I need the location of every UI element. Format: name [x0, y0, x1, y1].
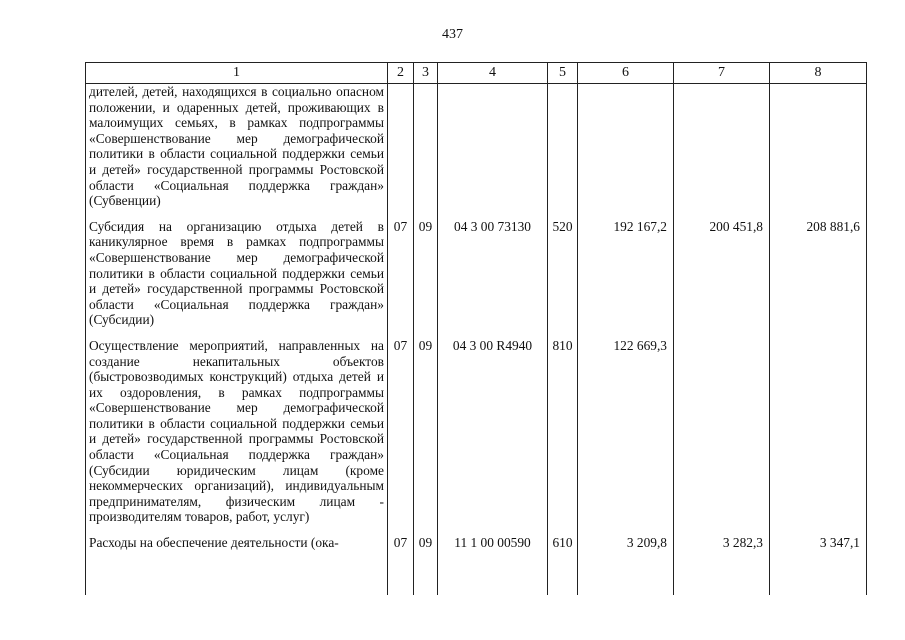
column-header: 3	[414, 63, 438, 84]
row-expense-type: 810	[548, 338, 578, 535]
row-subsection: 09	[414, 338, 438, 535]
row-section: 07	[388, 338, 414, 535]
row-year-2: 200 451,8	[674, 219, 770, 338]
row-year-1	[578, 84, 674, 219]
table-row	[86, 84, 867, 219]
row-name: Субсидия на организацию отдыха детей в каникулярное время в рамках подпрограммы «Совершенствование мер демографической политики в области социальной поддержки семьи и детей» государственной программы Ростовской области «Социальная поддержка граждан» (Субсидии)	[86, 219, 388, 338]
table-row	[86, 338, 867, 535]
row-expense-type	[548, 84, 578, 219]
column-header: 7	[674, 63, 770, 84]
row-expense-type: 610	[548, 535, 578, 595]
column-header: 5	[548, 63, 578, 84]
header-row	[86, 63, 867, 84]
row-section	[388, 84, 414, 219]
column-header: 6	[578, 63, 674, 84]
row-year-2	[674, 338, 770, 535]
row-section: 07	[388, 219, 414, 338]
row-year-2: 3 282,3	[674, 535, 770, 595]
column-header: 1	[86, 63, 388, 84]
table-row	[86, 219, 867, 338]
row-name: Расходы на обеспечение деятельности (ока-	[86, 535, 388, 595]
row-name: дителей, детей, находящихся в социально опасном положении, и одаренных детей, проживающих в малоимущих семьях, в рамках подпрограммы «Совершенствование мер демографической политики в области социальной поддержки семьи и детей» государственной программы Ростовской области «Социальная поддержка граждан» (Субвенции)	[86, 84, 388, 219]
row-year-3	[770, 338, 867, 535]
row-year-3: 208 881,6	[770, 219, 867, 338]
row-target-article: 04 3 00 73130	[438, 219, 548, 338]
row-year-2	[674, 84, 770, 219]
row-year-3: 3 347,1	[770, 535, 867, 595]
row-expense-type: 520	[548, 219, 578, 338]
row-target-article	[438, 84, 548, 219]
row-name: Осуществление мероприятий, направленных на создание некапитальных объектов (быстровозводимых конструкций) отдыха детей и их оздоровления, в рамках подпрограммы «Совершенствование мер демографической политики в области социальной поддержки семьи и детей» государственной программы Ростовской области «Социальная поддержка граждан» (Субсидии юридическим лицам (кроме некоммерческих организаций), индивидуальным предпринимателям, физическим лицам - производителям товаров, работ, услуг)	[86, 338, 388, 535]
row-target-article: 11 1 00 00590	[438, 535, 548, 595]
column-header: 8	[770, 63, 867, 84]
row-subsection	[414, 84, 438, 219]
page-number: 437	[442, 27, 463, 42]
table-row	[86, 535, 867, 595]
row-year-1: 3 209,8	[578, 535, 674, 595]
row-target-article: 04 3 00 R4940	[438, 338, 548, 535]
row-subsection: 09	[414, 219, 438, 338]
column-header: 4	[438, 63, 548, 84]
row-year-3	[770, 84, 867, 219]
row-year-1: 122 669,3	[578, 338, 674, 535]
row-section: 07	[388, 535, 414, 595]
row-year-1: 192 167,2	[578, 219, 674, 338]
column-header: 2	[388, 63, 414, 84]
budget-table	[85, 62, 867, 595]
row-subsection: 09	[414, 535, 438, 595]
